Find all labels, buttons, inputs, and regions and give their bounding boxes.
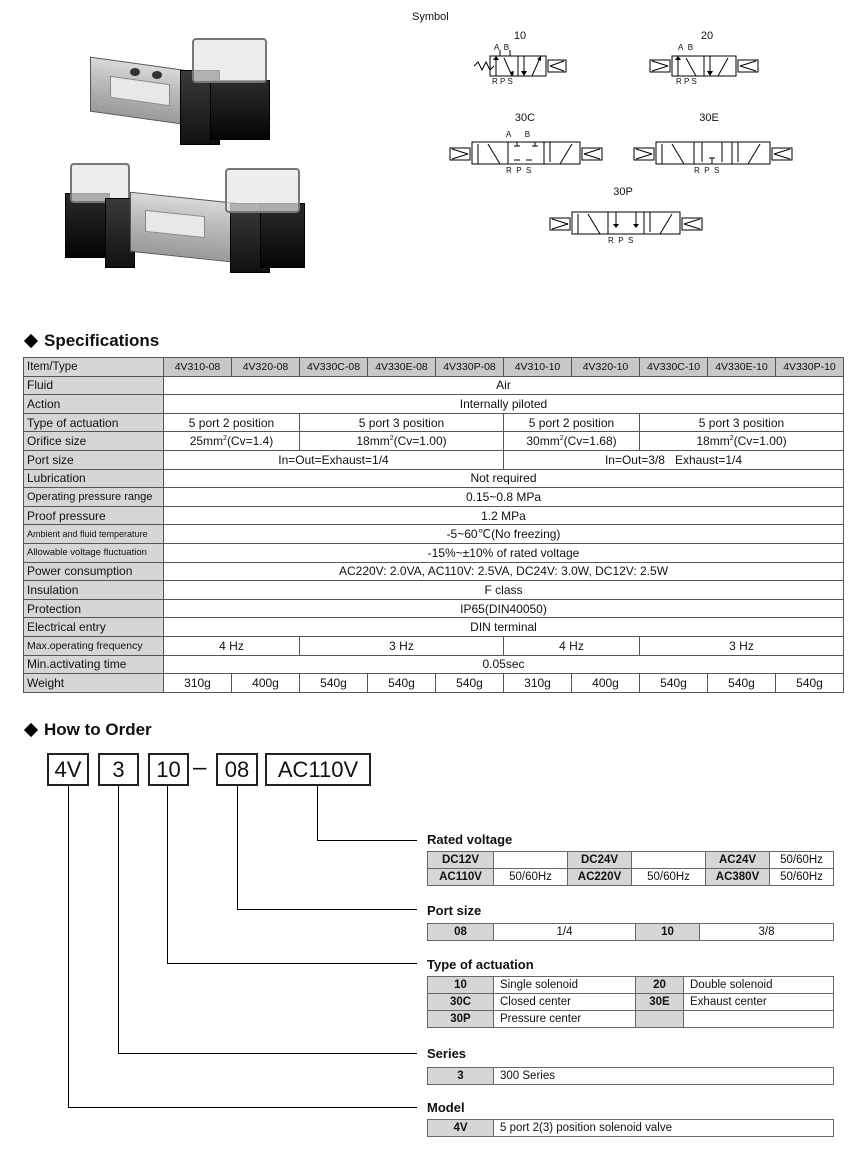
type-of-actuation-table <box>427 976 834 1028</box>
row-label: Weight <box>24 674 164 693</box>
row-label: Action <box>24 395 164 414</box>
row-label: Protection <box>24 599 164 618</box>
header-cell: 4V320-10 <box>572 358 640 377</box>
port-r: R <box>506 166 512 175</box>
rated-voltage-title: Rated voltage <box>427 832 513 847</box>
row-label: Max.operating frequency <box>24 636 164 655</box>
table-row <box>24 618 844 637</box>
series-table <box>427 1067 834 1085</box>
symbol-30c <box>448 112 608 177</box>
header-cell: 4V330E-08 <box>368 358 436 377</box>
series-title: Series <box>427 1046 467 1061</box>
row-value: 540g <box>436 674 504 693</box>
table-row <box>24 581 844 600</box>
table-row <box>24 469 844 488</box>
row-value: 400g <box>232 674 300 693</box>
port-r: R <box>676 77 682 86</box>
symbol-number: 30P <box>613 186 633 198</box>
header-cell: 4V330E-10 <box>708 358 776 377</box>
row-value: 3 Hz <box>300 636 504 655</box>
row-label: Insulation <box>24 581 164 600</box>
row-value: $25mm^2(Cv=1.4)$ <box>164 432 300 451</box>
table-row <box>24 636 844 655</box>
table-row <box>24 488 844 507</box>
symbol-number: 30C <box>514 112 536 124</box>
connector-line <box>68 786 69 1108</box>
table-row: 4V 5 port 2(3) position solenoid valve <box>428 1120 834 1137</box>
row-label: Operating pressure range <box>24 488 164 507</box>
symbol-20 <box>648 30 768 90</box>
port-s: S <box>507 77 513 86</box>
row-value: 0.05sec <box>164 655 844 674</box>
table-row <box>24 432 844 451</box>
connector-line <box>118 786 119 1054</box>
row-value: 540g <box>640 674 708 693</box>
port-p: P <box>704 166 710 175</box>
symbol-title: Symbol <box>412 11 449 23</box>
code-actuation: 10 <box>148 753 189 786</box>
table-row <box>24 525 844 544</box>
table-row <box>24 395 844 414</box>
table-row: 30C Closed center 30E Exhaust center <box>428 994 834 1011</box>
how-to-order-title: How to Order <box>44 720 152 739</box>
table-row: 30P Pressure center <box>428 1011 834 1028</box>
port-p: P <box>618 236 624 245</box>
code-voltage: AC110V <box>265 753 371 786</box>
header-cell: 4V320-08 <box>232 358 300 377</box>
port-b: B <box>503 43 510 52</box>
table-header-row <box>24 358 844 377</box>
table-row <box>24 413 844 432</box>
row-value: In=Out=Exhaust=1/4 <box>164 450 504 469</box>
row-label: Allowable voltage fluctuation <box>24 543 164 562</box>
code-port: 08 <box>216 753 258 786</box>
symbol-30p <box>548 186 708 251</box>
single-solenoid-valve-photo <box>80 30 290 155</box>
table-row <box>24 450 844 469</box>
port-p: P <box>500 77 506 86</box>
connector-line <box>68 1107 417 1108</box>
port-r: R <box>694 166 700 175</box>
row-value: 5 port 2 position <box>504 413 640 432</box>
connector-line <box>317 840 417 841</box>
port-p: P <box>684 77 690 86</box>
table-row: 08 1/4 10 3/8 <box>428 924 834 941</box>
table-row <box>24 562 844 581</box>
row-value: In=Out=3/8 Exhaust=1/4 <box>504 450 844 469</box>
connector-line <box>237 909 417 910</box>
row-value: 540g <box>368 674 436 693</box>
port-s: S <box>526 166 532 175</box>
header-cell: 4V330C-10 <box>640 358 708 377</box>
row-value: Internally piloted <box>164 395 844 414</box>
valve-symbol-10-diagram <box>470 30 580 90</box>
specifications-table <box>23 357 844 693</box>
row-value: 540g <box>708 674 776 693</box>
row-label: Lubrication <box>24 469 164 488</box>
row-label: Type of actuation <box>24 413 164 432</box>
table-row: DC12V DC24V AC24V 50/60Hz <box>428 852 834 869</box>
header-cell: 4V330P-08 <box>436 358 504 377</box>
header-cell: 4V330P-10 <box>776 358 844 377</box>
connector-line <box>317 786 318 841</box>
row-value: $18mm^2(Cv=1.00)$ <box>640 432 844 451</box>
header-cell: 4V330C-08 <box>300 358 368 377</box>
table-row <box>24 506 844 525</box>
table-row <box>24 376 844 395</box>
row-value: IP65(DIN40050) <box>164 599 844 618</box>
code-series: 3 <box>98 753 139 786</box>
port-b: B <box>524 130 531 139</box>
row-value: AC220V: 2.0VA, AC110V: 2.5VA, DC24V: 3.0W, DC12V: 2.5W <box>164 562 844 581</box>
row-value: 310g <box>504 674 572 693</box>
symbol-number: 20 <box>700 30 714 42</box>
port-r: R <box>608 236 614 245</box>
model-title: Model <box>427 1100 465 1115</box>
row-value: 540g <box>300 674 368 693</box>
header-cell: 4V310-10 <box>504 358 572 377</box>
header-cell: Item/Type <box>24 358 164 377</box>
row-value: 5 port 3 position <box>640 413 844 432</box>
table-row <box>24 674 844 693</box>
row-value: $30mm^2(Cv=1.68)$ <box>504 432 640 451</box>
table-row: 10 Single solenoid 20 Double solenoid <box>428 977 834 994</box>
row-label: Min.activating time <box>24 655 164 674</box>
port-s: S <box>691 77 697 86</box>
table-row: 3 300 Series <box>428 1068 834 1085</box>
port-s: S <box>628 236 634 245</box>
row-label: Power consumption <box>24 562 164 581</box>
code-model: 4V <box>47 753 89 786</box>
port-a: A <box>506 130 512 139</box>
table-row <box>24 599 844 618</box>
row-value: 0.15~0.8 MPa <box>164 488 844 507</box>
row-value: 540g <box>776 674 844 693</box>
row-value: 3 Hz <box>640 636 844 655</box>
row-value: DIN terminal <box>164 618 844 637</box>
symbol-30e <box>632 112 797 177</box>
diamond-bullet-icon <box>24 334 38 348</box>
type-of-actuation-title: Type of actuation <box>427 957 534 972</box>
code-dash: – <box>193 754 207 781</box>
specifications-title: Specifications <box>44 331 160 350</box>
connector-line <box>237 786 238 910</box>
header-cell: 4V310-08 <box>164 358 232 377</box>
port-b: B <box>687 43 694 52</box>
diamond-bullet-icon <box>24 723 38 737</box>
row-value: Not required <box>164 469 844 488</box>
row-value: $18mm^2(Cv=1.00)$ <box>300 432 504 451</box>
row-value: 4 Hz <box>504 636 640 655</box>
table-row <box>24 655 844 674</box>
port-p: P <box>516 166 522 175</box>
port-s: S <box>714 166 720 175</box>
valve-symbol-20-diagram <box>648 30 768 90</box>
table-row <box>24 543 844 562</box>
row-label: Port size <box>24 450 164 469</box>
row-label: Orifice size <box>24 432 164 451</box>
symbol-number: 10 <box>513 30 527 42</box>
row-value: 5 port 2 position <box>164 413 300 432</box>
symbol-number: 30E <box>699 112 719 124</box>
row-label: Electrical entry <box>24 618 164 637</box>
row-value: -15%~±10% of rated voltage <box>164 543 844 562</box>
port-a: A <box>678 43 684 52</box>
row-value: 4 Hz <box>164 636 300 655</box>
row-value: 310g <box>164 674 232 693</box>
row-value: 1.2 MPa <box>164 506 844 525</box>
connector-line <box>167 963 417 964</box>
connector-line <box>167 786 168 964</box>
row-label: Fluid <box>24 376 164 395</box>
row-value: Air <box>164 376 844 395</box>
specifications-heading <box>24 331 159 351</box>
symbol-10 <box>470 30 580 90</box>
table-row: AC110V 50/60Hz AC220V 50/60Hz AC380V 50/60Hz <box>428 869 834 886</box>
port-r: R <box>492 77 498 86</box>
port-size-table <box>427 923 834 941</box>
row-value: -5~60℃(No freezing) <box>164 525 844 544</box>
model-table <box>427 1119 834 1137</box>
row-value: 5 port 3 position <box>300 413 504 432</box>
row-label: Ambient and fluid temperature <box>24 525 164 544</box>
connector-line <box>118 1053 417 1054</box>
row-value: 400g <box>572 674 640 693</box>
row-value: F class <box>164 581 844 600</box>
port-size-title: Port size <box>427 903 482 918</box>
double-solenoid-valve-photo <box>60 158 310 278</box>
port-a: A <box>494 43 500 52</box>
row-label: Proof pressure <box>24 506 164 525</box>
rated-voltage-table <box>427 851 834 886</box>
how-to-order-heading <box>24 720 152 740</box>
